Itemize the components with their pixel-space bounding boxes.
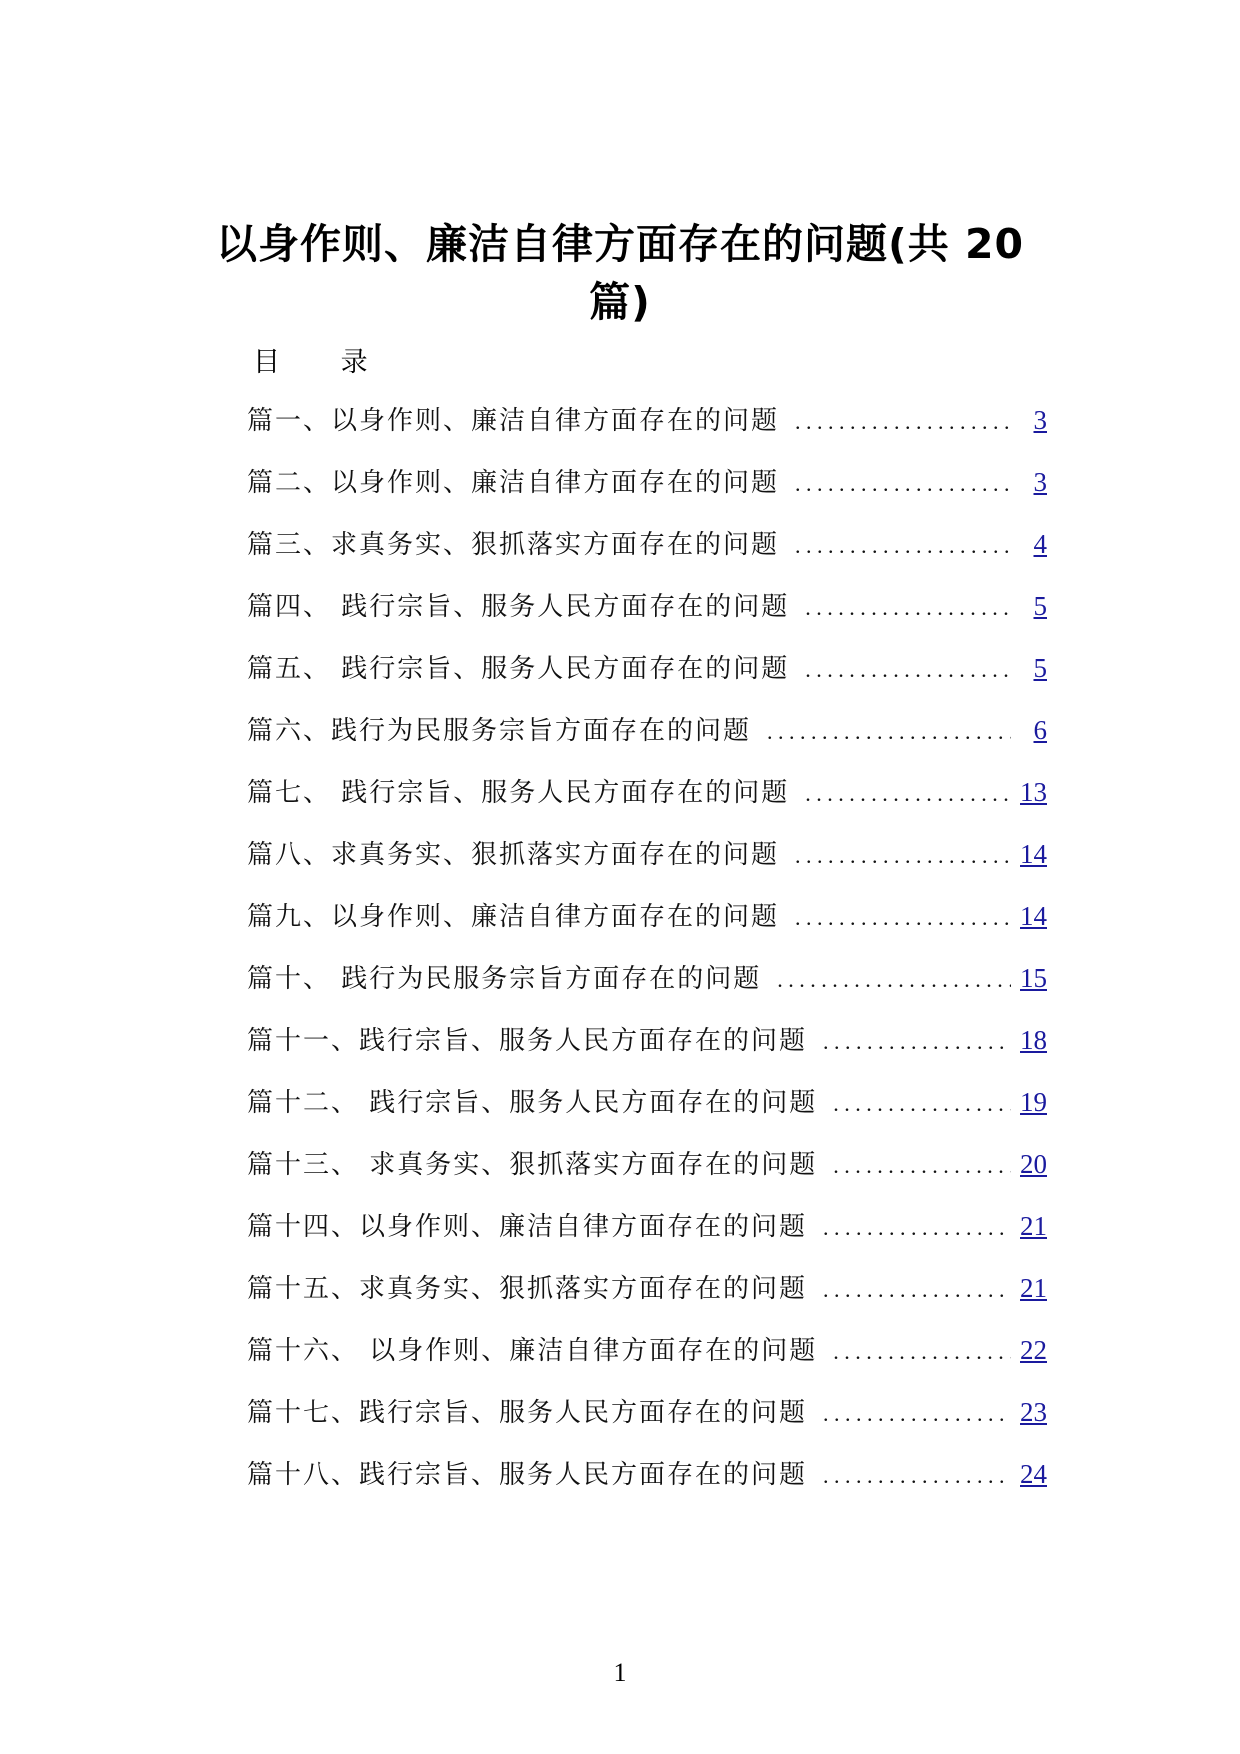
toc-entry (247, 1082, 1047, 1144)
toc-entry (247, 772, 1047, 834)
toc-entry-label: 篇十八、践行宗旨、服务人民方面存在的问题 (247, 1460, 808, 1490)
toc-entry-label: 篇十七、践行宗旨、服务人民方面存在的问题 (247, 1398, 808, 1428)
toc-entry (247, 896, 1047, 958)
toc-dot-leader (807, 1029, 1011, 1055)
toc-entry-label: 篇十四、以身作则、廉洁自律方面存在的问题 (247, 1212, 808, 1242)
toc-entry (247, 1454, 1047, 1516)
toc-dot-leader (817, 1153, 1011, 1179)
toc-dot-leader (779, 843, 1011, 869)
toc-entry-label: 篇十三、 求真务实、狠抓落实方面存在的问题 (247, 1150, 818, 1180)
toc-entry-label: 篇七、 践行宗旨、服务人民方面存在的问题 (247, 778, 790, 808)
toc-entry (247, 710, 1047, 772)
toc-page-link[interactable]: 3 (1033, 467, 1047, 497)
toc-dot-leader (817, 1339, 1011, 1365)
toc-dot-leader (789, 781, 1011, 807)
toc-page-link[interactable]: 15 (1020, 963, 1047, 993)
toc-entry (247, 462, 1047, 524)
toc-dot-leader (807, 1401, 1011, 1427)
toc-dot-leader (807, 1463, 1011, 1489)
toc-entry-label: 篇九、以身作则、廉洁自律方面存在的问题 (247, 902, 780, 932)
toc-page-link[interactable]: 21 (1020, 1211, 1047, 1241)
toc-dot-leader (789, 657, 1011, 683)
toc-entry-label: 篇十、 践行为民服务宗旨方面存在的问题 (247, 964, 762, 994)
toc-page-link[interactable]: 14 (1020, 839, 1047, 869)
toc-page-link[interactable]: 18 (1020, 1025, 1047, 1055)
toc-page-link[interactable]: 5 (1033, 653, 1047, 683)
toc-entry (247, 400, 1047, 462)
toc-dot-leader (761, 967, 1011, 993)
toc-entry-label: 篇十二、 践行宗旨、服务人民方面存在的问题 (247, 1088, 818, 1118)
toc-page-link[interactable]: 14 (1020, 901, 1047, 931)
toc-entry (247, 1020, 1047, 1082)
toc-entry-label: 篇十五、求真务实、狠抓落实方面存在的问题 (247, 1274, 808, 1304)
toc-page-link[interactable]: 19 (1020, 1087, 1047, 1117)
toc-entry (247, 1268, 1047, 1330)
toc-dot-leader (779, 905, 1011, 931)
toc-dot-leader (751, 719, 1011, 745)
toc-entry (247, 958, 1047, 1020)
toc-entry-label: 篇十一、践行宗旨、服务人民方面存在的问题 (247, 1026, 808, 1056)
toc-entry (247, 524, 1047, 586)
toc-dot-leader (817, 1091, 1011, 1117)
table-of-contents (247, 400, 1047, 1516)
toc-page-link[interactable]: 3 (1033, 405, 1047, 435)
toc-entry-label: 篇八、求真务实、狠抓落实方面存在的问题 (247, 840, 780, 870)
toc-entry (247, 834, 1047, 896)
toc-entry-label: 篇二、以身作则、廉洁自律方面存在的问题 (247, 468, 780, 498)
toc-dot-leader (779, 409, 1011, 435)
toc-page-link[interactable]: 24 (1020, 1459, 1047, 1489)
toc-entry-label: 篇十六、 以身作则、廉洁自律方面存在的问题 (247, 1336, 818, 1366)
toc-dot-leader (807, 1215, 1011, 1241)
toc-entry-label: 篇一、以身作则、廉洁自律方面存在的问题 (247, 406, 780, 436)
toc-heading: 目 录 (253, 347, 394, 378)
toc-entry (247, 1330, 1047, 1392)
toc-entry-label: 篇六、践行为民服务宗旨方面存在的问题 (247, 716, 752, 746)
toc-page-link[interactable]: 13 (1020, 777, 1047, 807)
toc-dot-leader (807, 1277, 1011, 1303)
document-title: 以身作则、廉洁自律方面存在的问题(共 20 篇) (215, 220, 1025, 327)
toc-dot-leader (779, 533, 1011, 559)
toc-entry (247, 648, 1047, 710)
toc-dot-leader (789, 595, 1011, 621)
toc-page-link[interactable]: 22 (1020, 1335, 1047, 1365)
toc-entry (247, 1144, 1047, 1206)
toc-page-link[interactable]: 20 (1020, 1149, 1047, 1179)
toc-page-link[interactable]: 21 (1020, 1273, 1047, 1303)
toc-entry (247, 1392, 1047, 1454)
toc-dot-leader (779, 471, 1011, 497)
toc-page-link[interactable]: 23 (1020, 1397, 1047, 1427)
toc-entry-label: 篇三、求真务实、狠抓落实方面存在的问题 (247, 530, 780, 560)
toc-page-link[interactable]: 4 (1033, 529, 1047, 559)
toc-entry (247, 586, 1047, 648)
toc-page-link[interactable]: 6 (1033, 715, 1047, 745)
toc-entry-label: 篇四、 践行宗旨、服务人民方面存在的问题 (247, 592, 790, 622)
toc-entry-label: 篇五、 践行宗旨、服务人民方面存在的问题 (247, 654, 790, 684)
toc-entry (247, 1206, 1047, 1268)
page-number: 1 (613, 1658, 627, 1687)
toc-page-link[interactable]: 5 (1033, 591, 1047, 621)
